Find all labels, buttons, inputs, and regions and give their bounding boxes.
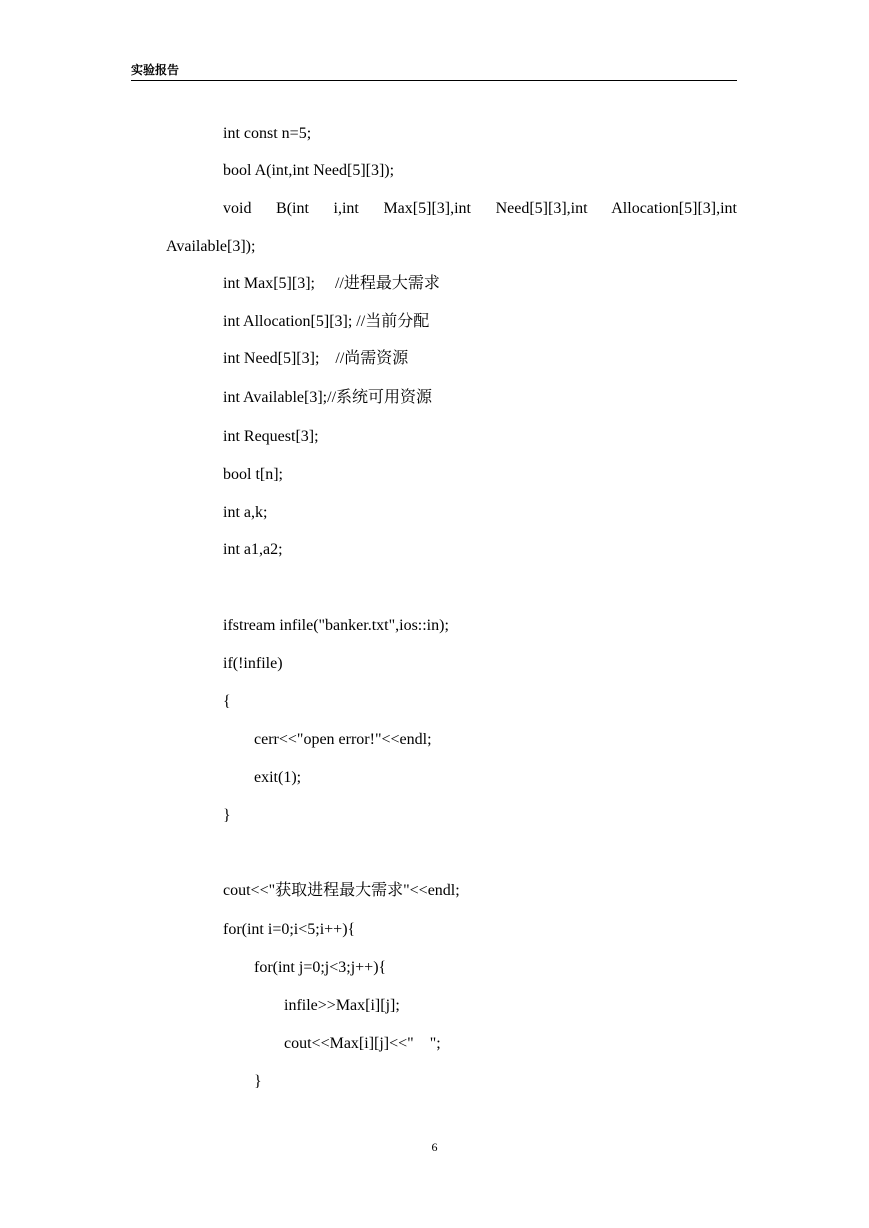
code-line: cout<<"获取进程最大需求"<<endl; [223, 882, 460, 899]
code-line: int Available[3];//系统可用资源 [223, 389, 433, 406]
code-line: int const n=5; [223, 125, 312, 142]
header-title: 实验报告 [131, 63, 180, 77]
code-line: cerr<<"open error!"<<endl; [254, 731, 432, 748]
code-line: void B(int i,int Max[5][3],int Need[5][3],int Allocation[5][3],int [223, 200, 737, 217]
code-line: ifstream infile("banker.txt",ios::in); [223, 617, 449, 634]
code-line: int Need[5][3]; //尚需资源 [223, 350, 409, 367]
code-line: int a1,a2; [223, 541, 283, 558]
code-line: cout<<Max[i][j]<<" "; [284, 1035, 441, 1052]
code-line: int a,k; [223, 504, 268, 521]
code-line: bool t[n]; [223, 466, 283, 483]
code-line: } [223, 807, 231, 824]
code-line: bool A(int,int Need[5][3]); [223, 162, 395, 179]
header-divider [131, 80, 737, 81]
code-line: for(int i=0;i<5;i++){ [223, 921, 356, 938]
code-line: if(!infile) [223, 655, 283, 672]
code-line: int Max[5][3]; //进程最大需求 [223, 275, 440, 292]
code-line: int Request[3]; [223, 428, 319, 445]
code-line: exit(1); [254, 769, 302, 786]
code-line: for(int j=0;j<3;j++){ [254, 959, 387, 976]
page-number: 6 [431, 1140, 438, 1154]
code-line: } [254, 1073, 262, 1090]
code-line: Available[3]); [166, 238, 256, 255]
code-line: { [223, 693, 231, 710]
code-line: int Allocation[5][3]; //当前分配 [223, 313, 430, 330]
code-line: infile>>Max[i][j]; [284, 997, 400, 1014]
